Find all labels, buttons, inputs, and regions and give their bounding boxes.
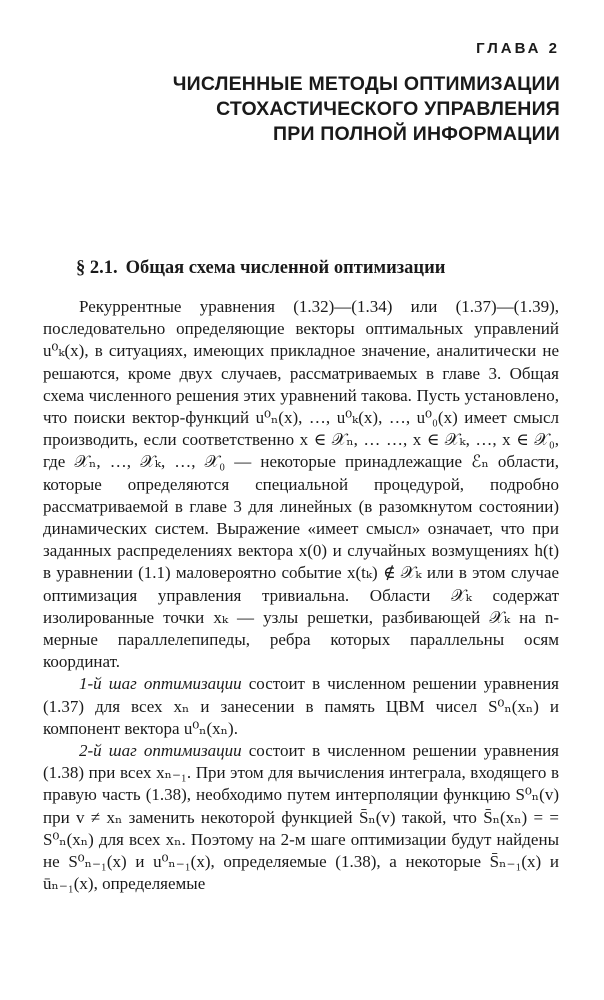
section-title: Общая схема численной оптимизации	[125, 258, 446, 278]
chapter-title-line: ПРИ ПОЛНОЙ ИНФОРМАЦИИ	[273, 123, 560, 145]
chapter-title-line: ЧИСЛЕННЫЕ МЕТОДЫ ОПТИМИЗАЦИИ	[172, 73, 560, 95]
chapter-title-line: СТОХАСТИЧЕСКОГО УПРАВЛЕНИЯ	[216, 98, 560, 120]
step-2-text: состоит в численном решении уравнения (1.38) при всех xₙ₋₁. При этом для вычисления интеграла, входящего в правую часть (1.38), необходимо путем интерполяции функцию S⁰ₙ(v) при v ≠ xₙ заменить некоторой функцией S̄ₙ(v) такой, что S̄ₙ(xₙ) = = S⁰ₙ(xₙ) для всех xₙ. Поэтому на 2-м шаге оптимизации будут найдены не S⁰ₙ₋₁(x) и u⁰ₙ₋₁(x), определяемые (1.38), а некоторые S̄ₙ₋₁(x) и ūₙ₋₁(x), определяемые	[43, 741, 559, 894]
paragraph-intro: Рекуррентные уравнения (1.32)—(1.34) или (1.37)—(1.39), последовательно определяющие векторы оптимальных управлений u⁰ₖ(x), в ситуациях, имеющих прикладное значение, аналитически не решаются, кроме двух случаев, рассматриваемых в главе 3. Общая схема численного решения этих уравнений такова. Пусть установлено, что поиски вектор-функций u⁰ₙ(x), …, u⁰ₖ(x), …, u⁰₀(x) имеет смысл производить, если соответственно x ∈ 𝒳ₙ, … …, x ∈ 𝒳ₖ, …, x ∈ 𝒳₀, где 𝒳ₙ, …, 𝒳ₖ, …, 𝒳₀ — некоторые принадлежащие ℰₙ области, которые определяются специальной процедурой, подробно рассматриваемой в главе 3 для линейных (в разомкнутом состоянии) динамических систем. Выражение «имеет смысл» означает, что при заданных распределениях вектора x(0) и случайных возмущениях h(t) в уравнении (1.1) маловероятно событие x(tₖ) ∉ 𝒳ₖ или в этом случае оптимизация управления тривиальна. Области 𝒳ₖ содержат изолированные точки xₖ — узлы решетки, разбивающей 𝒳ₖ на n-мерные параллелепипеды, ребра которых параллельны осям координат.	[43, 297, 559, 672]
step-1-label: 1-й шаг оптимизации	[79, 674, 242, 694]
chapter-title	[173, 72, 560, 147]
section-number: § 2.1.	[76, 258, 118, 278]
section-heading	[76, 258, 445, 279]
chapter-label: ГЛАВА 2	[476, 40, 560, 57]
body-text	[43, 296, 559, 895]
step-1-text: состоит в численном решении уравнения (1.37) для всех xₙ и занесении в память ЦВМ чисел S⁰ₙ(xₙ) и компонент вектора u⁰ₙ(xₙ).	[43, 674, 559, 738]
step-2-label: 2-й шаг оптимизации	[79, 741, 242, 761]
paragraph-step-1	[43, 673, 559, 740]
paragraph-step-2	[43, 740, 559, 895]
